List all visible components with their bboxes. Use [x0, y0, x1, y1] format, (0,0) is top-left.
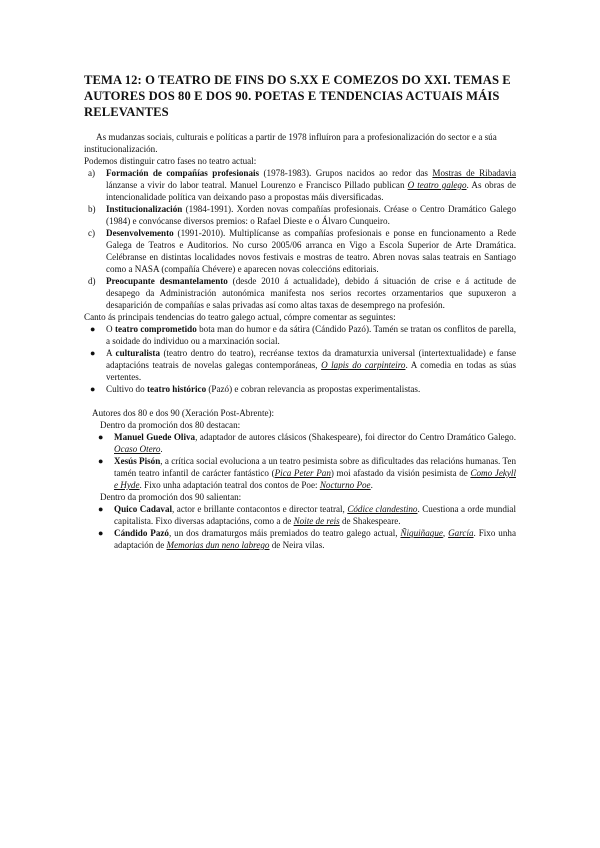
work-title[interactable]: Ñiquiñaque: [400, 528, 443, 538]
author-item: [84, 455, 516, 491]
phase-text: lánzanse a vivir do labor teatral. Manuel Lourenzo e Francisco Pillado publican: [106, 180, 408, 190]
work-title[interactable]: García: [448, 528, 474, 538]
author-text: , adaptador de autores clásicos (Shakespeare), foi director do Centro Dramático Galego.: [195, 432, 517, 442]
phase-text: (1978-1983). Grupos nacidos ao redor das: [259, 168, 433, 178]
author-name: Manuel Guede Oliva: [114, 432, 196, 442]
trend-text: A: [106, 348, 116, 358]
author-text: de Shakespeare.: [339, 516, 401, 526]
trend-text: (Pazó) e cobran relevancia as propostas experimentalistas.: [206, 384, 421, 394]
phase-name: Institucionalización: [106, 204, 183, 214]
trend-item: [84, 323, 516, 347]
trend-text: Cultivo do: [106, 384, 147, 394]
phases-list: [84, 167, 516, 311]
phase-item: [84, 203, 516, 227]
bullet-icon: ●: [90, 348, 96, 358]
author-item: [84, 527, 516, 551]
promo90-list: [84, 503, 516, 551]
author-text: . Cuestiona a orde mundial capitalista. Fixo diversas adaptacións, como a de: [114, 504, 516, 526]
phase-item: [84, 167, 516, 203]
trend-text: (teatro dentro do teatro), recréanse textos da dramaturxia universal (intertextualidade) e fanse adaptacións teatrais de novelas galegas contemporáneas,: [106, 348, 516, 370]
phase-text: (1984-1991). Xorden novas compañías profesionais. Créase o Centro Dramático Galego (1984) e convócanse diversos premios: o Rafael Dieste e o Álvaro Cunqueiro.: [106, 204, 516, 226]
authors-lead: Autores dos 80 e dos 90 (Xeración Post-Abrente):: [92, 408, 275, 418]
author-name: Quico Cadaval: [114, 504, 173, 514]
work-title[interactable]: Como Jekyll e Hyde: [114, 468, 516, 490]
trends-list: [84, 323, 516, 395]
spacer: [84, 395, 516, 407]
phase-marker: b): [88, 204, 96, 214]
phase-marker: a): [88, 168, 96, 178]
author-name: Xesús Pisón: [114, 456, 161, 466]
work-title[interactable]: O teatro galego: [407, 180, 467, 190]
work-title[interactable]: Nocturno Poe: [319, 480, 371, 490]
work-title[interactable]: Pica Peter Pan: [274, 468, 331, 478]
phase-text: (desde 2010 á actualidade), debido á situación de crise e á actitude de desapego da Administración autonómica manifesta nos serios recortes orzamentarios que supuxeron a desaparición de compañías e salas privadas así como altas taxas de desemprego na profesión.: [106, 276, 516, 310]
author-text: de Neira vilas.: [269, 540, 325, 550]
author-text: ) moi afastado da visión pesimista de: [330, 468, 471, 478]
author-text: ,: [442, 528, 449, 538]
work-title[interactable]: Memorias dun neno labrego: [166, 540, 270, 550]
mostras-link[interactable]: Mostras de Ribadavia: [432, 168, 516, 178]
promo90-lead: Dentro da promoción dos 90 salientan:: [100, 492, 242, 502]
bullet-icon: ●: [98, 432, 104, 442]
trend-text: . A comedia en todas as súas vertentes.: [106, 360, 517, 382]
intro-paragraph: As mudanzas sociais, culturais e políticas a partir de 1978 influíron para a profesionalización do sector e a súa institucionalización.: [84, 132, 497, 154]
bullet-icon: ●: [98, 528, 104, 538]
author-text: .: [160, 444, 163, 454]
phase-name: Preocupante desmantelamento: [106, 276, 228, 286]
trend-text: bota man do humor e da sátira (Cándido Pazó). Tamén se tratan os conflitos de parella, a soidade do individuo ou a marxinación social.: [106, 324, 516, 346]
phase-name: Desenvolvemento: [106, 228, 174, 238]
document-body: [84, 131, 516, 551]
work-title[interactable]: O lapis do carpinteiro: [321, 360, 406, 370]
author-name: Cándido Pazó: [114, 528, 169, 538]
phase-text: . As obras de intencionalidade política van deixando paso a propostas máis diversificadas.: [106, 180, 516, 202]
phase-name: Formación de compañías profesionais: [106, 168, 260, 178]
trend-item: [84, 347, 516, 383]
work-title[interactable]: Noite de reis: [293, 516, 340, 526]
phase-marker: d): [88, 276, 96, 286]
trend-item: [84, 383, 516, 395]
trend-text: O: [106, 324, 115, 334]
phase-item: [84, 227, 516, 275]
bullet-icon: ●: [90, 324, 96, 334]
phase-item: [84, 275, 516, 311]
author-text: , un dos dramaturgos máis premiados do teatro galego actual,: [168, 528, 401, 538]
trend-name: teatro histórico: [146, 384, 207, 394]
phase-marker: c): [88, 228, 96, 238]
bullet-icon: ●: [98, 456, 104, 466]
promo80-list: [84, 431, 516, 491]
work-title[interactable]: Códice clandestino: [347, 504, 418, 514]
author-text: . Fixo unha adaptación teatral dos contos de Poe:: [139, 480, 320, 490]
bullet-icon: ●: [90, 384, 96, 394]
author-text: , actor e brillante contacontos e director teatral,: [172, 504, 348, 514]
phases-lead: Podemos distinguir catro fases no teatro actual:: [84, 156, 257, 166]
author-text: .: [370, 480, 373, 490]
phase-text: (1991-2010). Multiplícanse as compañías profesionais e ponse en funcionamento a Rede Galega de Teatros e Auditorios. No curso 2005/06 arranca en Vigo a Escola Superior de Arte Dramática. Celébranse en distintas localidades novos festivais e mostras de teatro. Abren novas salas teatrais en Santiago como a NASA (compañía Chévere) e aparecen novas coleccións editoriais.: [106, 228, 516, 274]
author-text: . Fixo unha adaptación de: [114, 528, 516, 550]
promo80-lead: Dentro da promoción dos 80 destacan:: [100, 420, 241, 430]
trends-lead: Canto ás principais tendencias do teatro galego actual, cómpre comentar as seguintes:: [84, 312, 396, 322]
trend-name: culturalista: [115, 348, 161, 358]
author-text: , a crítica social evoluciona a un teatro pesimista sobre as dificultades das relacións humanas. Ten tamén teatro infantil de carácter fantástico (: [114, 456, 516, 478]
author-item: [84, 503, 516, 527]
bullet-icon: ●: [98, 504, 104, 514]
trend-name: teatro comprometido: [114, 324, 197, 334]
document-title: TEMA 12: O TEATRO DE FINS DO S.XX E COMEZOS DO XXI. TEMAS E AUTORES DOS 80 E DOS 90. POETAS E TENDENCIAS ACTUAIS MÁIS RELEVANTES: [84, 73, 511, 119]
author-item: [84, 431, 516, 455]
work-title[interactable]: Ocaso Otero: [114, 444, 161, 454]
